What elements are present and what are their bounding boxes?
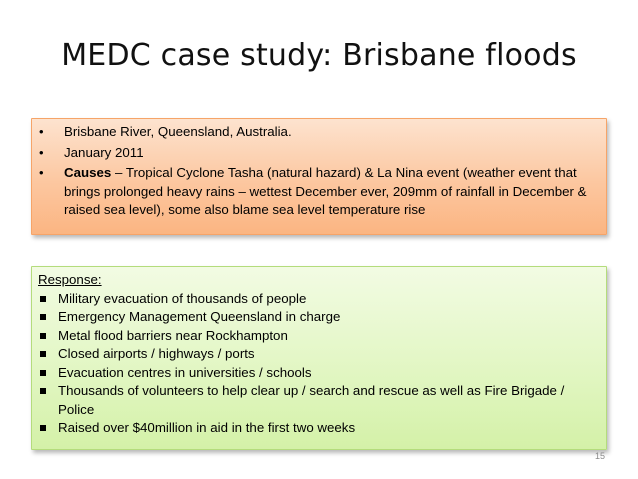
response-item-text: Evacuation centres in universities / schools [58, 364, 312, 380]
causes-box [31, 118, 607, 235]
list-item [38, 290, 598, 309]
slide-title: MEDC case study: Brisbane floods [61, 38, 577, 73]
causes-list [38, 123, 596, 220]
causes-label: Causes [64, 165, 112, 180]
bullet-icon: • [39, 144, 44, 160]
response-box [31, 266, 607, 450]
square-bullet-icon [40, 314, 46, 320]
list-item [38, 345, 598, 364]
response-item-text: Military evacuation of thousands of people [58, 290, 307, 306]
square-bullet-icon [40, 351, 46, 357]
list-item [38, 327, 598, 346]
response-item-text: Raised over $40million in aid in the first two weeks [58, 420, 356, 435]
response-item-text: Emergency Management Queensland in charge [58, 309, 341, 324]
list-item [38, 419, 598, 438]
square-bullet-icon [40, 296, 46, 302]
bullet-icon: • [39, 124, 44, 139]
causes-text: – Tropical Cyclone Tasha (natural hazard) & La Nina event (weather event that brings prolonged heavy rains – wettest December ever, 209mm of rainfall in December & raised sea level), some also blame sea level temperature rise [64, 165, 587, 217]
list-item [38, 364, 598, 383]
response-list [38, 290, 598, 438]
page-number: 15 [594, 451, 605, 461]
square-bullet-icon [40, 425, 46, 431]
list-item [38, 164, 596, 220]
bullet-icon: • [39, 165, 44, 180]
list-item [38, 308, 598, 327]
square-bullet-icon [40, 333, 46, 339]
response-item-text: Closed airports / highways / ports [58, 346, 255, 361]
date-text: January 2011 [64, 144, 144, 160]
square-bullet-icon [40, 370, 46, 376]
square-bullet-icon [40, 388, 46, 394]
response-item-text: Metal flood barriers near Rockhampton [58, 327, 288, 343]
list-item [38, 144, 596, 163]
list-item [38, 123, 596, 142]
response-item-text: Thousands of volunteers to help clear up / search and rescue as well as Fire Brigade / Police [58, 383, 565, 417]
location-text: Brisbane River, Queensland, Australia. [64, 124, 292, 139]
response-heading: Response: [38, 272, 102, 287]
list-item [38, 382, 598, 419]
